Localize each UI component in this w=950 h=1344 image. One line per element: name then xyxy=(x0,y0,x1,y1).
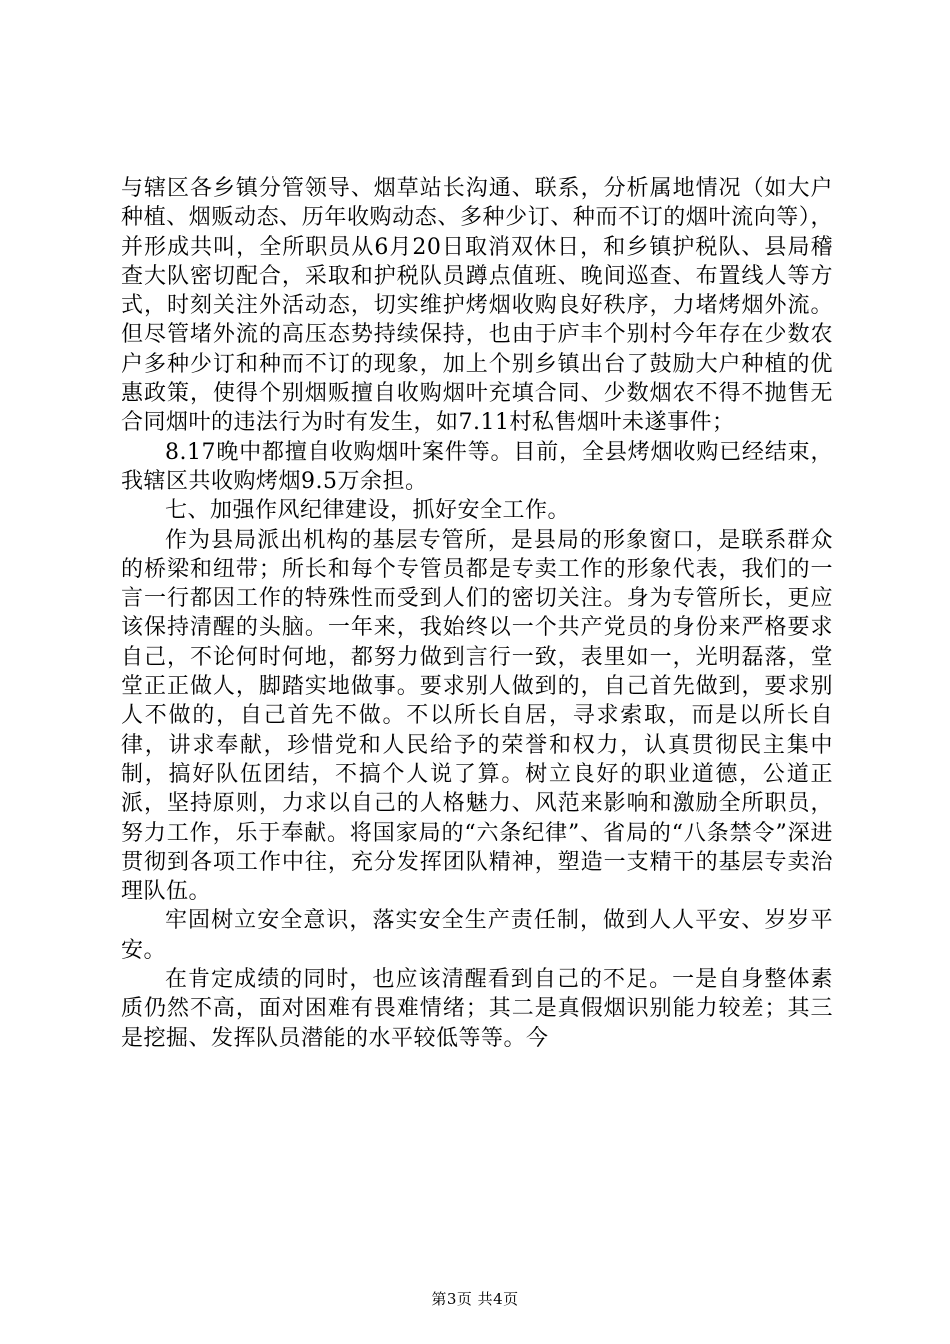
paragraph-1: 与辖区各乡镇分管领导、烟草站长沟通、联系，分析属地情况（如大户种植、烟贩动态、历年收购动态、多种少订、种而不订的烟叶流向等），并形成共叫，全所职员从6月20日取消双休日，和乡镇护税队、县局稽查大队密切配合，采取和护税队员蹲点值班、晚间巡查、布置线人等方式，时刻关注外活动态，切实维护烤烟收购良好秩序，力堵烤烟外流。但尽管堵外流的高压态势持续保持，也由于庐丰个别村今年存在少数农户多种少订和种而不订的现象，加上个别乡镇出台了鼓励大户种植的优惠政策，使得个别烟贩擅自收购烟叶充填合同、少数烟农不得不抛售无合同烟叶的违法行为时有发生，如7.11村私售烟叶未遂事件； xyxy=(121,176,833,436)
page-footer xyxy=(0,1290,950,1308)
page-number-label: 第3页 共4页 xyxy=(431,1290,519,1308)
paragraph-4: 作为县局派出机构的基层专管所，是县局的形象窗口，是联系群众的桥梁和纽带；所长和每个专管员都是专卖工作的形象代表，我们的一言一行都因工作的特殊性而受到人们的密切关注。身为专管所长，更应该保持清醒的头脑。一年来，我始终以一个共产党员的身份来严格要求自己，不论何时何地，都努力做到言行一致，表里如一，光明磊落，堂堂正正做人，脚踏实地做事。要求别人做到的，自己首先做到，要求别人不做的，自己首先不做。不以所长自居，寻求索取，而是以所长自律，讲求奉献，珍惜党和人民给予的荣誉和权力，认真贯彻民主集中制，搞好队伍团结，不搞个人说了算。树立良好的职业道德，公道正派，坚持原则，力求以自己的人格魅力、风范来影响和激励全所职员，努力工作，乐于奉献。将国家局的“六条纪律”、省局的“八条禁令”深进贯彻到各项工作中往，充分发挥团队精神，塑造一支精干的基层专卖治理队伍。 xyxy=(121,527,833,905)
section-heading-7: 七、加强作风纪律建设，抓好安全工作。 xyxy=(165,498,571,524)
document-body xyxy=(121,174,833,1053)
paragraph-6: 在肯定成绩的同时，也应该清醒看到自己的不足。一是自身整体素质仍然不高，面对困难有畏难情绪；其二是真假烟识别能力较差；其三是挖掘、发挥队员潜能的水平较低等等。今 xyxy=(121,967,833,1051)
paragraph-5: 牢固树立安全意识，落实安全生产责任制，做到人人平安、岁岁平安。 xyxy=(121,908,833,963)
paragraph-2: 8.17晚中都擅自收购烟叶案件等。目前，全县烤烟收购已经结束，我辖区共收购烤烟9.5万余担。 xyxy=(121,439,833,494)
